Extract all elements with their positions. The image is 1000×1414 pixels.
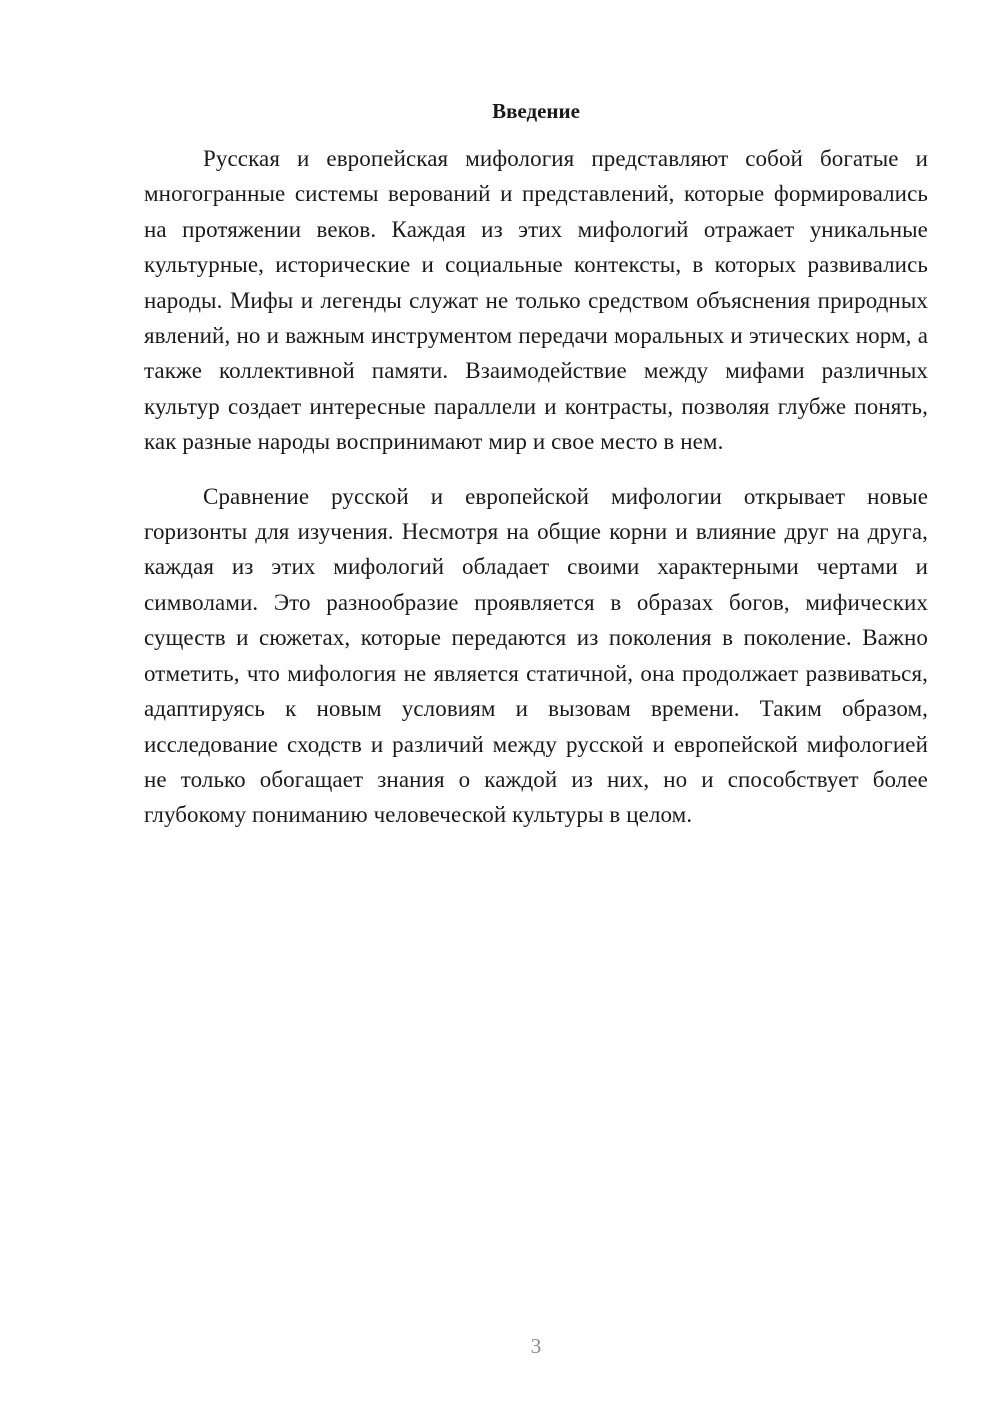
- paragraph-1: Русская и европейская мифология представляют собой богатые и многогранные системы верований и представлений, которые формировались на протяжении веков. Каждая из этих мифологий отражает уникальные культурные, исторические и социальные контексты, в которых развивались народы. Мифы и легенды служат не только средством объяснения природных явлений, но и важным инструментом передачи моральных и этических норм, а также коллективной памяти. Взаимодействие между мифами различных культур создает интересные параллели и контрасты, позволяя глубже понять, как разные народы воспринимают мир и свое место в нем.: [144, 146, 928, 455]
- section-title: Введение: [492, 99, 580, 123]
- page-number: 3: [530, 1334, 542, 1358]
- body-text: [144, 141, 928, 833]
- paragraph-2: Сравнение русской и европейской мифологии открывает новые горизонты для изучения. Несмотря на общие корни и влияние друг на друга, каждая из этих мифологий обладает своими характерными чертами и символами. Это разнообразие проявляется в образах богов, мифических существ и сюжетах, которые передаются из поколения в поколение. Важно отметить, что мифология не является статичной, она продолжает развиваться, адаптируясь к новым условиям и вызовам времени. Таким образом, исследование сходств и различий между русской и европейской мифологией не только обогащает знания о каждой из них, но и способствует более глубокому пониманию человеческой культуры в целом.: [144, 483, 928, 828]
